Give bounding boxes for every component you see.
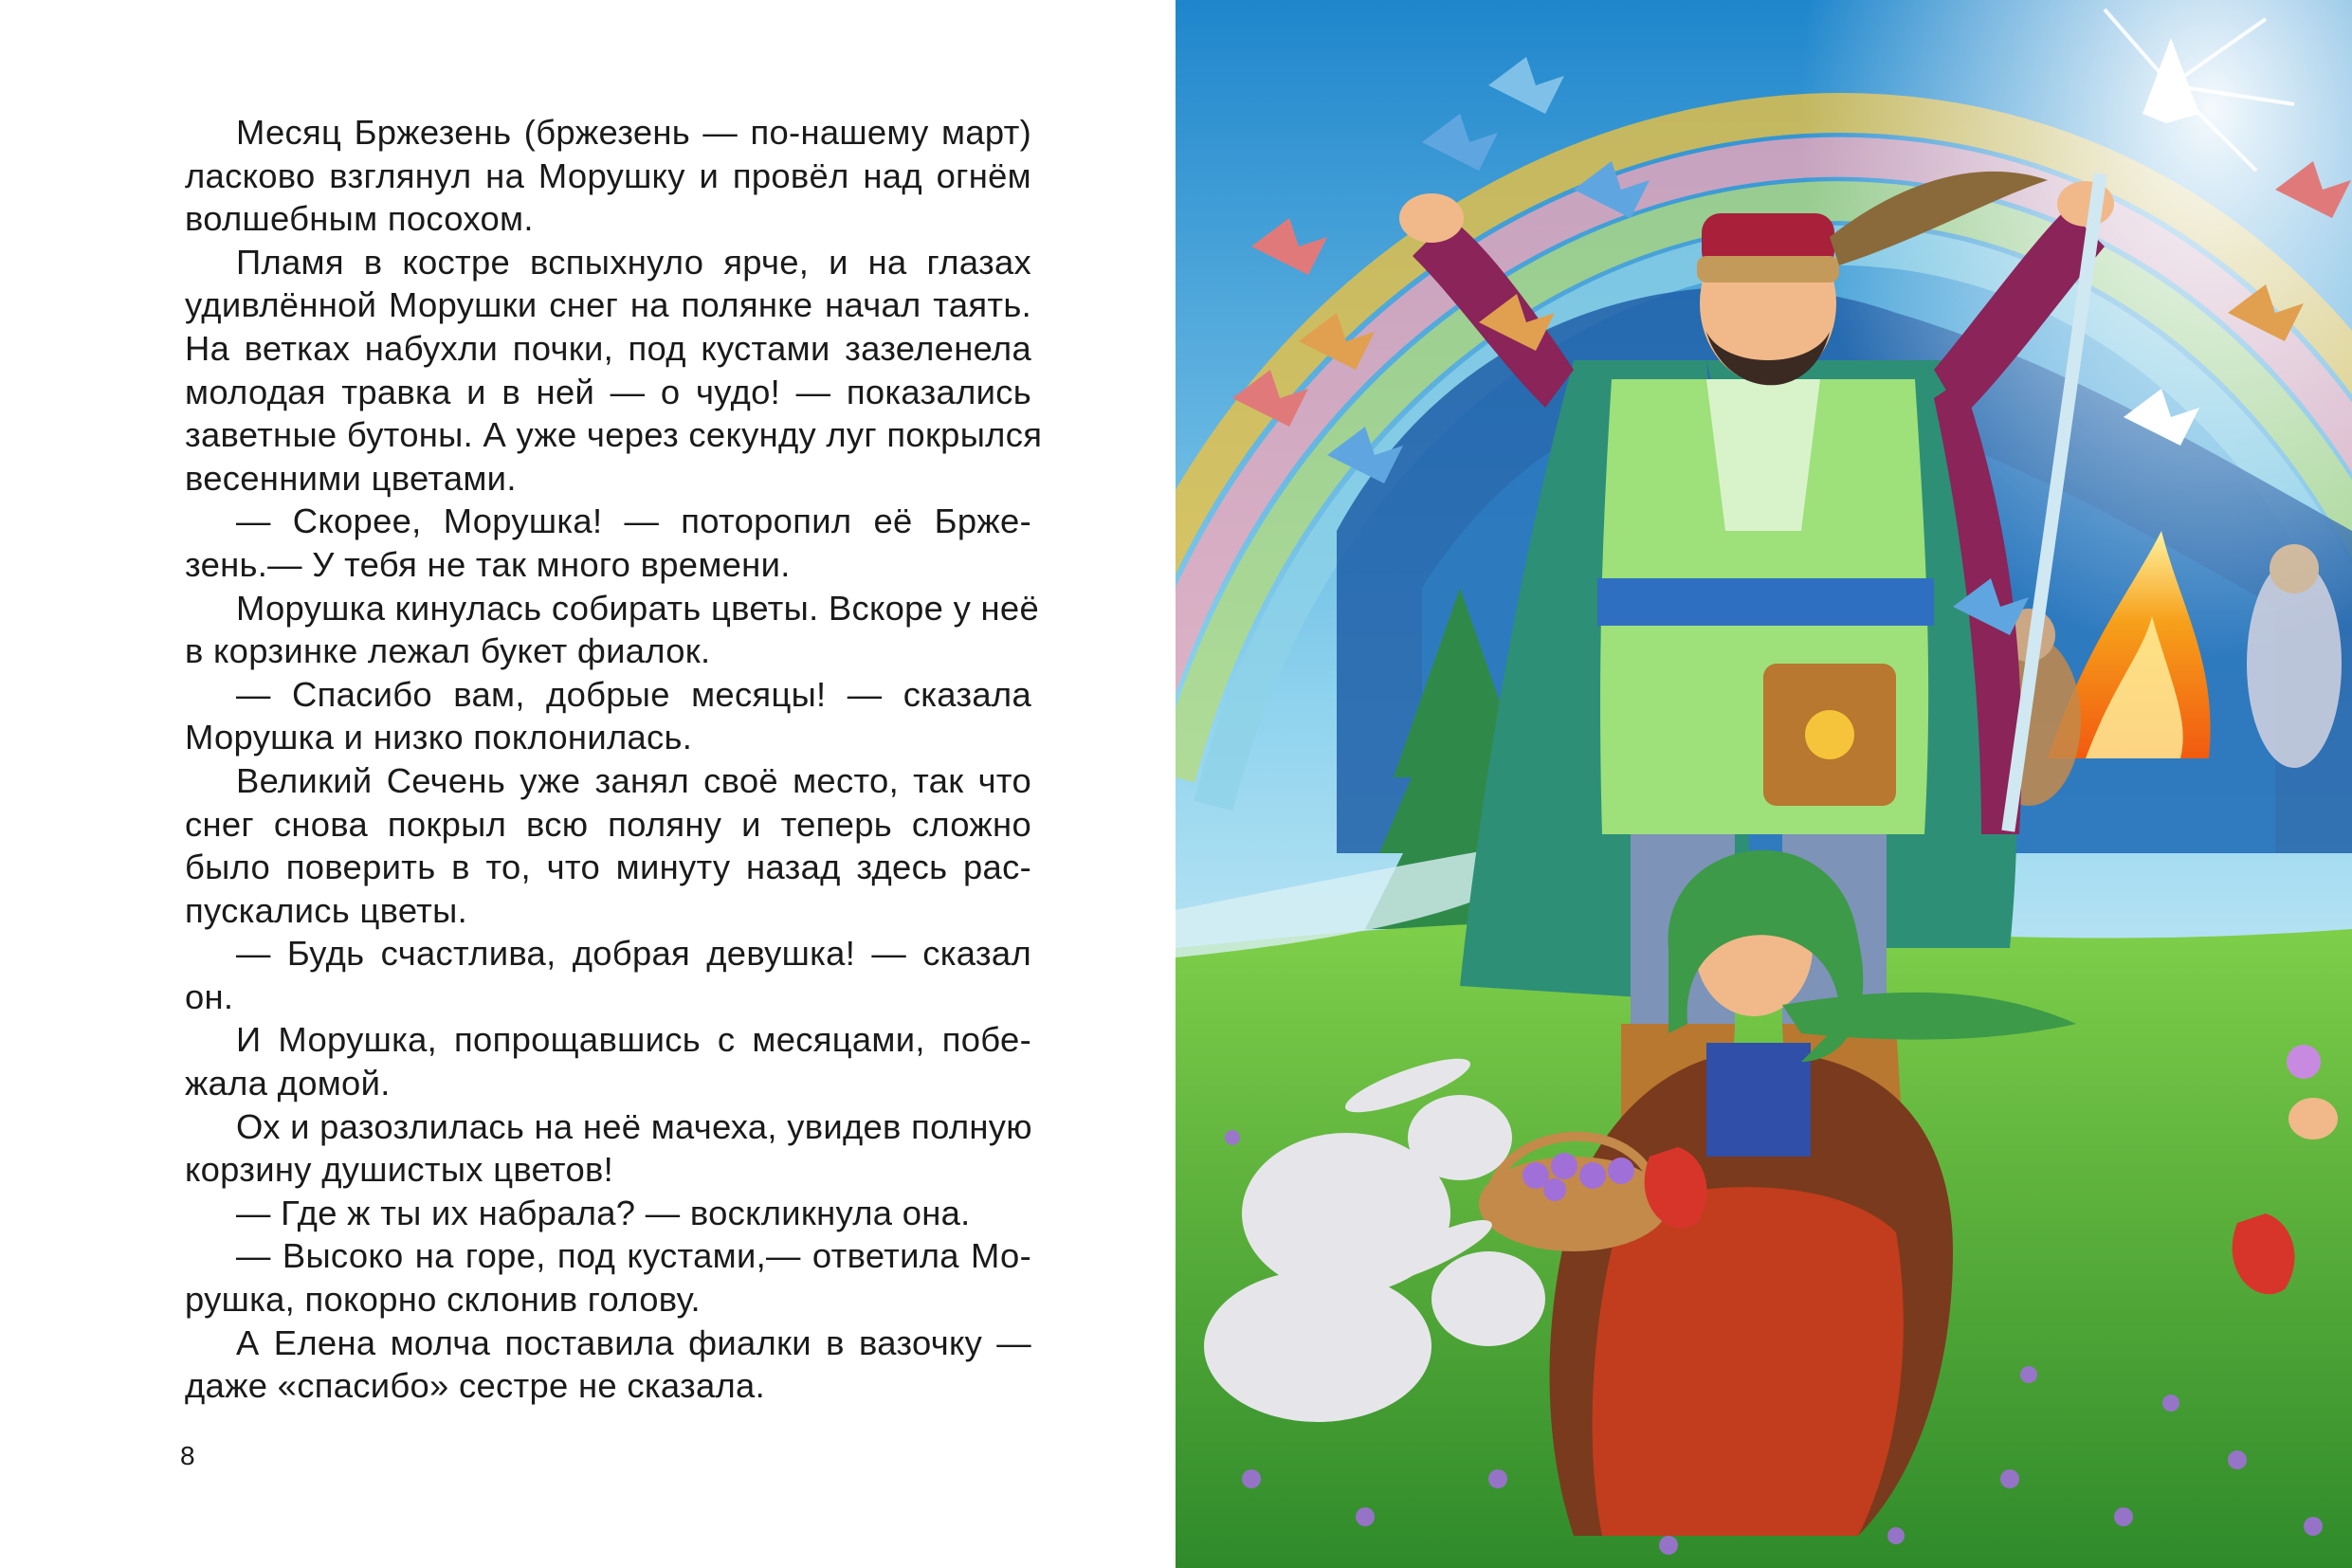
text-line: рушка, покорно склонив голову. <box>185 1280 701 1320</box>
text-line: Морушка кинулась собирать цветы. Вскоре у неё <box>236 588 1040 628</box>
text-line: волшебным посохом. <box>185 199 534 239</box>
text-line: На ветках набухли почки, под кустами зазеленела <box>185 328 1031 368</box>
text-line: заветные бутоны. А уже через секунду луг покрылся <box>185 415 1043 455</box>
text-line: — Скорее, Морушка! — поторопил её Бржe- <box>236 501 1031 541</box>
text-line: даже «спасибо» сестре не сказала. <box>185 1366 765 1406</box>
fairy-tale-illustration <box>1176 0 2352 1568</box>
text-line: молодая травка и в ней — о чудо! — показались <box>185 372 1031 411</box>
text-line: зень.— У тебя не так много времени. <box>185 544 791 584</box>
right-page <box>1176 0 2352 1568</box>
text-line: в корзинке лежал букет фиалок. <box>185 631 711 671</box>
text-line: корзину душистых цветов! <box>185 1150 614 1190</box>
text-line: А Елена молча поставила фиалки в вазочку — <box>236 1322 1031 1362</box>
text-line: Морушка и низко поклонилась. <box>185 718 693 757</box>
text-line: Месяц Бржезень (бржезень — по-нашему март) <box>236 113 1031 152</box>
text-line: — Где ж ты их набрала? — воскликнула она. <box>236 1193 971 1232</box>
text-line: — Будь счастлива, добрая девушка! — сказал <box>236 934 1031 974</box>
text-line: — Высоко на горе, под кустами,— ответила Мо- <box>236 1236 1031 1276</box>
text-line: Великий Сечень уже занял своё место, так что <box>236 760 1031 800</box>
text-line: пускались цветы. <box>185 890 468 930</box>
text-line: было поверить в то, что минуту назад здесь рас- <box>185 848 1031 887</box>
page-number: 8 <box>180 1441 195 1470</box>
text-line: удивлённой Морушки снег на полянке начал таять. <box>185 285 1031 325</box>
story-text <box>185 111 1043 1408</box>
text-line: Пламя в костре вспыхнуло ярче, и на глазах <box>236 242 1031 282</box>
text-line: ласково взглянул на Морушку и провёл над огнём <box>185 155 1031 195</box>
text-line: — Спасибо вам, добрые месяцы! — сказала <box>236 674 1031 714</box>
text-line: жала домой. <box>185 1064 391 1103</box>
text-line: весенними цветами. <box>185 458 517 498</box>
text-line: И Морушка, попрощавшись с месяцами, побе- <box>236 1020 1031 1060</box>
text-line: снег снова покрыл всю поляну и теперь сложно <box>185 804 1031 844</box>
text-line: он. <box>185 976 234 1016</box>
text-line: Ох и разозлилась на неё мачеха, увидев полную <box>236 1106 1032 1146</box>
